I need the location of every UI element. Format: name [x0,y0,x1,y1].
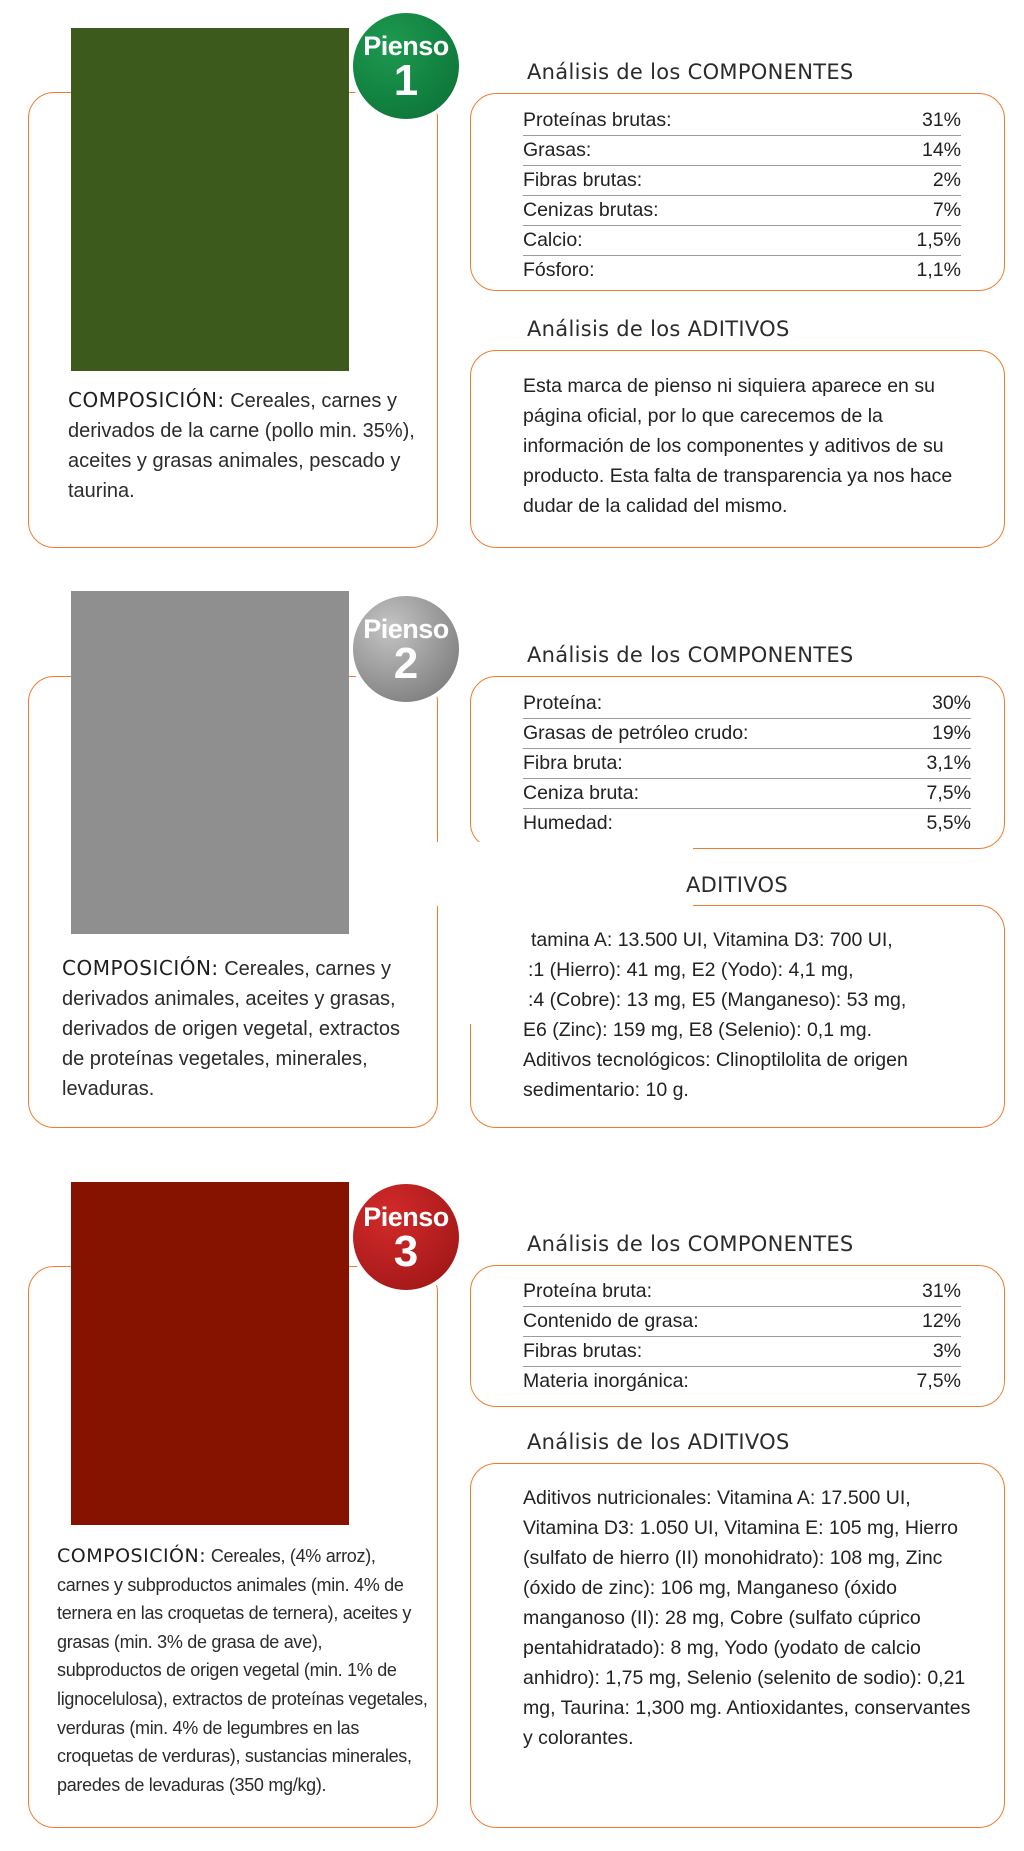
occlusion-mask [433,842,693,906]
product-image-1 [71,28,349,371]
pienso-badge-3 [349,1180,463,1294]
badge-word: Pienso [363,1202,449,1232]
additives-line: Aditivos tecnológicos: Clinoptilolita de origen [523,1049,908,1071]
pienso-badge-1 [349,9,463,123]
component-label: Fibra bruta: [523,749,897,779]
component-value: 2% [860,166,961,196]
component-label: Proteína bruta: [523,1277,873,1307]
composition-text-1 [68,385,418,506]
components-heading-3: Análisis de los COMPONENTES [527,1232,854,1256]
composition-text-3 [57,1542,429,1799]
composition-label: COMPOSICIÓN: [62,956,219,980]
composition-label: COMPOSICIÓN: [68,388,225,412]
component-label: Grasas: [523,136,860,166]
badge-word: Pienso [363,31,449,61]
composition-value: Cereales, carnes y derivados animales, aceites y grasas, derivados de origen vegetal, extractos de proteínas vegetales, minerales, levaduras. [62,958,400,1100]
component-row [523,226,961,256]
components-heading-1: Análisis de los COMPONENTES [527,60,854,84]
component-row [523,1367,961,1397]
components-table-3 [523,1277,961,1396]
component-value: 3,1% [897,749,971,779]
component-label: Contenido de grasa: [523,1307,873,1337]
component-value: 19% [897,719,971,749]
component-value: 5,5% [926,812,971,834]
product-image-3 [71,1182,349,1525]
additives-line: :4 (Cobre): 13 mg, E5 (Manganeso): 53 mg, [528,989,907,1011]
additives-line: E6 (Zinc): 159 mg, E8 (Selenio): 0,1 mg. [523,1019,872,1041]
component-row [523,749,971,779]
component-value: 31% [860,106,961,136]
component-label: Cenizas brutas: [523,196,860,226]
component-row [523,779,971,809]
badge-number: 3 [393,1227,419,1276]
component-row [523,1337,961,1367]
component-row [523,719,971,749]
additives-heading-2: ADITIVOS [686,873,789,897]
badge-number: 1 [393,56,419,105]
additives-line: :1 (Hierro): 41 mg, E2 (Yodo): 4,1 mg, [528,959,854,981]
additives-text-3: Aditivos nutricionales: Vitamina A: 17.500 UI, Vitamina D3: 1.050 UI, Vitamina E: 105 mg, Hierro (sulfato de hierro (II) monohidrato): 108 mg, Zinc (óxido de zinc): 106 mg, Manganeso (óxido manganoso (II): 28 mg, Cobre (sulfato cúprico pentahidratado): 8 mg, Yodo (yodato de calcio anhidro): 1,75 mg, Selenio (selenito de sodio): 0,21 mg, Taurina: 1,300 mg. Antioxidantes, conservantes y colorantes. [523,1487,971,1749]
component-value: 3% [873,1337,961,1367]
component-value: 7,5% [897,779,971,809]
composition-value: Cereales, (4% arroz), carnes y subproductos animales (min. 4% de ternera en las croquetas de ternera), aceites y grasas (min. 3% de grasa de ave), subproductos de origen vegetal (min. 1% de lignocelulosa), extractos de proteínas vegetales, verduras (min. 4% de legumbres en las croquetas de verduras), sustancias minerales, paredes de levaduras (350 mg/kg). [57,1546,428,1795]
component-label: Fibras brutas: [523,1337,873,1367]
component-label: Fibras brutas: [523,166,860,196]
additives-line: tamina A: 13.500 UI, Vitamina D3: 700 UI, [531,929,893,951]
component-value: 1,1% [916,259,961,281]
component-value: 31% [873,1277,961,1307]
component-row [523,689,971,719]
components-table-1 [523,106,961,285]
component-label: Grasas de petróleo crudo: [523,719,897,749]
additives-line: sedimentario: 10 g. [523,1079,689,1101]
component-value: 7,5% [916,1370,961,1392]
additives-heading-3: Análisis de los ADITIVOS [527,1430,790,1454]
component-label: Calcio: [523,226,860,256]
component-row [523,256,961,286]
component-label: Fósforo: [523,259,595,281]
badge-number: 2 [393,639,419,688]
composition-label: COMPOSICIÓN: [57,1545,207,1567]
additives-heading-1: Análisis de los ADITIVOS [527,317,790,341]
composition-text-2 [62,953,422,1104]
component-row [523,106,961,136]
product-image-2 [71,591,349,934]
component-value: 12% [873,1307,961,1337]
component-row [523,1307,961,1337]
additives-text-2 [523,925,983,1105]
component-value: 1,5% [860,226,961,256]
pienso-badge-2 [349,592,463,706]
components-table-2 [523,689,971,838]
component-label: Materia inorgánica: [523,1370,689,1392]
component-value: 30% [897,689,971,719]
component-row [523,196,961,226]
component-row [523,809,971,839]
component-label: Ceniza bruta: [523,779,897,809]
component-row [523,166,961,196]
component-row [523,136,961,166]
occlusion-mask [470,906,528,1024]
additives-text-1: Esta marca de pienso ni siquiera aparece en su página oficial, por lo que carecemos de la información de los componentes y aditivos de su producto. Esta falta de transparencia ya nos hace dudar de la calidad del mismo. [523,375,953,517]
composition-value: Cereales, carnes y derivados de la carne (pollo min. 35%), aceites y grasas animales, pescado y taurina. [68,390,415,502]
component-label: Humedad: [523,812,613,834]
component-value: 14% [860,136,961,166]
component-value: 7% [860,196,961,226]
component-label: Proteína: [523,689,897,719]
components-heading-2: Análisis de los COMPONENTES [527,643,854,667]
component-label: Proteínas brutas: [523,106,860,136]
component-row [523,1277,961,1307]
badge-word: Pienso [363,614,449,644]
